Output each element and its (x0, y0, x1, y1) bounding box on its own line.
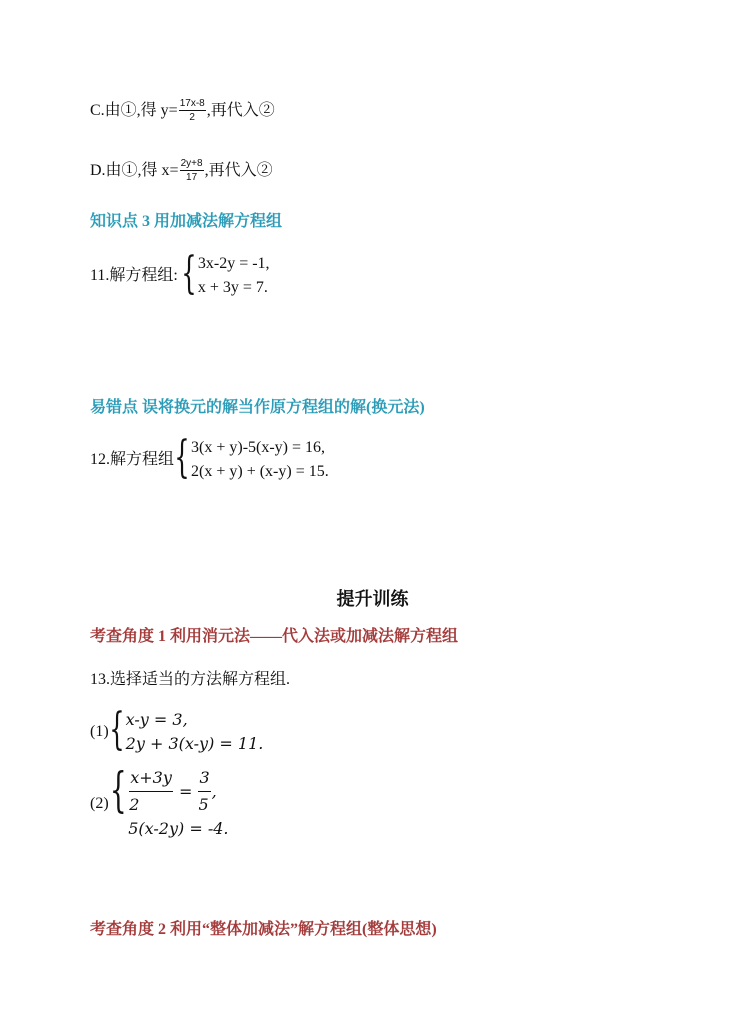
section-title: 提升训练 (336, 589, 409, 609)
question-13-part-1 (90, 704, 264, 756)
part-2-comma: , (211, 781, 217, 801)
error-prone-heading: 易错点 误将换元的解当作原方程组的解(换元法) (90, 399, 425, 416)
question-12 (90, 432, 329, 484)
option-d-fraction (180, 158, 204, 183)
part-2-rhs-denominator: 5 (198, 795, 209, 814)
part-2-equation-2: 5(x-2y) = -4. (128, 819, 229, 838)
part-1-equation-2: 2y + 3(x-y) = 11. (125, 734, 264, 753)
option-c-denominator: 2 (189, 112, 195, 123)
question-11-equation-2: x + 3y = 7. (197, 279, 268, 296)
question-11 (90, 248, 270, 300)
option-c-suffix: ,再代入② (206, 101, 275, 119)
question-12-label: 12.解方程组 (90, 451, 175, 468)
part-2-equation-1 (128, 766, 228, 817)
option-d (90, 158, 273, 183)
option-c-numerator: 17x-8 (179, 98, 205, 109)
option-c (90, 98, 275, 123)
option-d-suffix: ,再代入② (204, 161, 273, 179)
left-brace-icon: { (181, 248, 197, 299)
part-1-label: (1) (90, 723, 109, 740)
part-1-equation-1: x-y = 3, (125, 710, 188, 729)
option-c-prefix: C.由①,得 y= (90, 101, 178, 119)
left-brace-icon: { (108, 704, 125, 755)
knowledge-point-3-heading: 知识点 3 用加减法解方程组 (90, 213, 283, 230)
option-d-numerator: 2y+8 (180, 158, 203, 169)
part-2-rhs-fraction (198, 766, 210, 817)
question-13-part-2 (90, 762, 229, 841)
part-2-label: (2) (90, 794, 109, 812)
part-2-lhs-fraction (129, 766, 173, 817)
question-12-system (174, 432, 329, 484)
question-12-equation-2: 2(x + y) + (x-y) = 15. (191, 463, 329, 480)
left-brace-icon: { (109, 762, 127, 818)
question-11-system (181, 248, 270, 300)
part-2-lhs-numerator: x+3y (129, 766, 173, 792)
option-c-fraction (179, 98, 206, 123)
option-d-prefix: D.由①,得 x= (90, 161, 179, 179)
option-d-denominator: 17 (186, 172, 198, 183)
part-2-equals: = (173, 781, 198, 801)
part-2-lhs-denominator: 2 (129, 795, 140, 814)
question-12-equation-1: 3(x + y)-5(x-y) = 16, (191, 439, 326, 456)
question-11-label: 11.解方程组: (90, 267, 178, 284)
part-2-system (109, 762, 229, 841)
part-1-system (108, 704, 264, 756)
angle-1-heading: 考查角度 1 利用消元法——代入法或加减法解方程组 (90, 628, 459, 645)
angle-2-heading: 考查角度 2 利用“整体加减法”解方程组(整体思想) (90, 921, 437, 938)
left-brace-icon: { (174, 432, 190, 483)
part-2-rhs-numerator: 3 (198, 766, 210, 792)
question-11-equation-1: 3x-2y = -1, (197, 255, 270, 272)
question-13-label: 13.选择适当的方法解方程组. (90, 671, 291, 688)
